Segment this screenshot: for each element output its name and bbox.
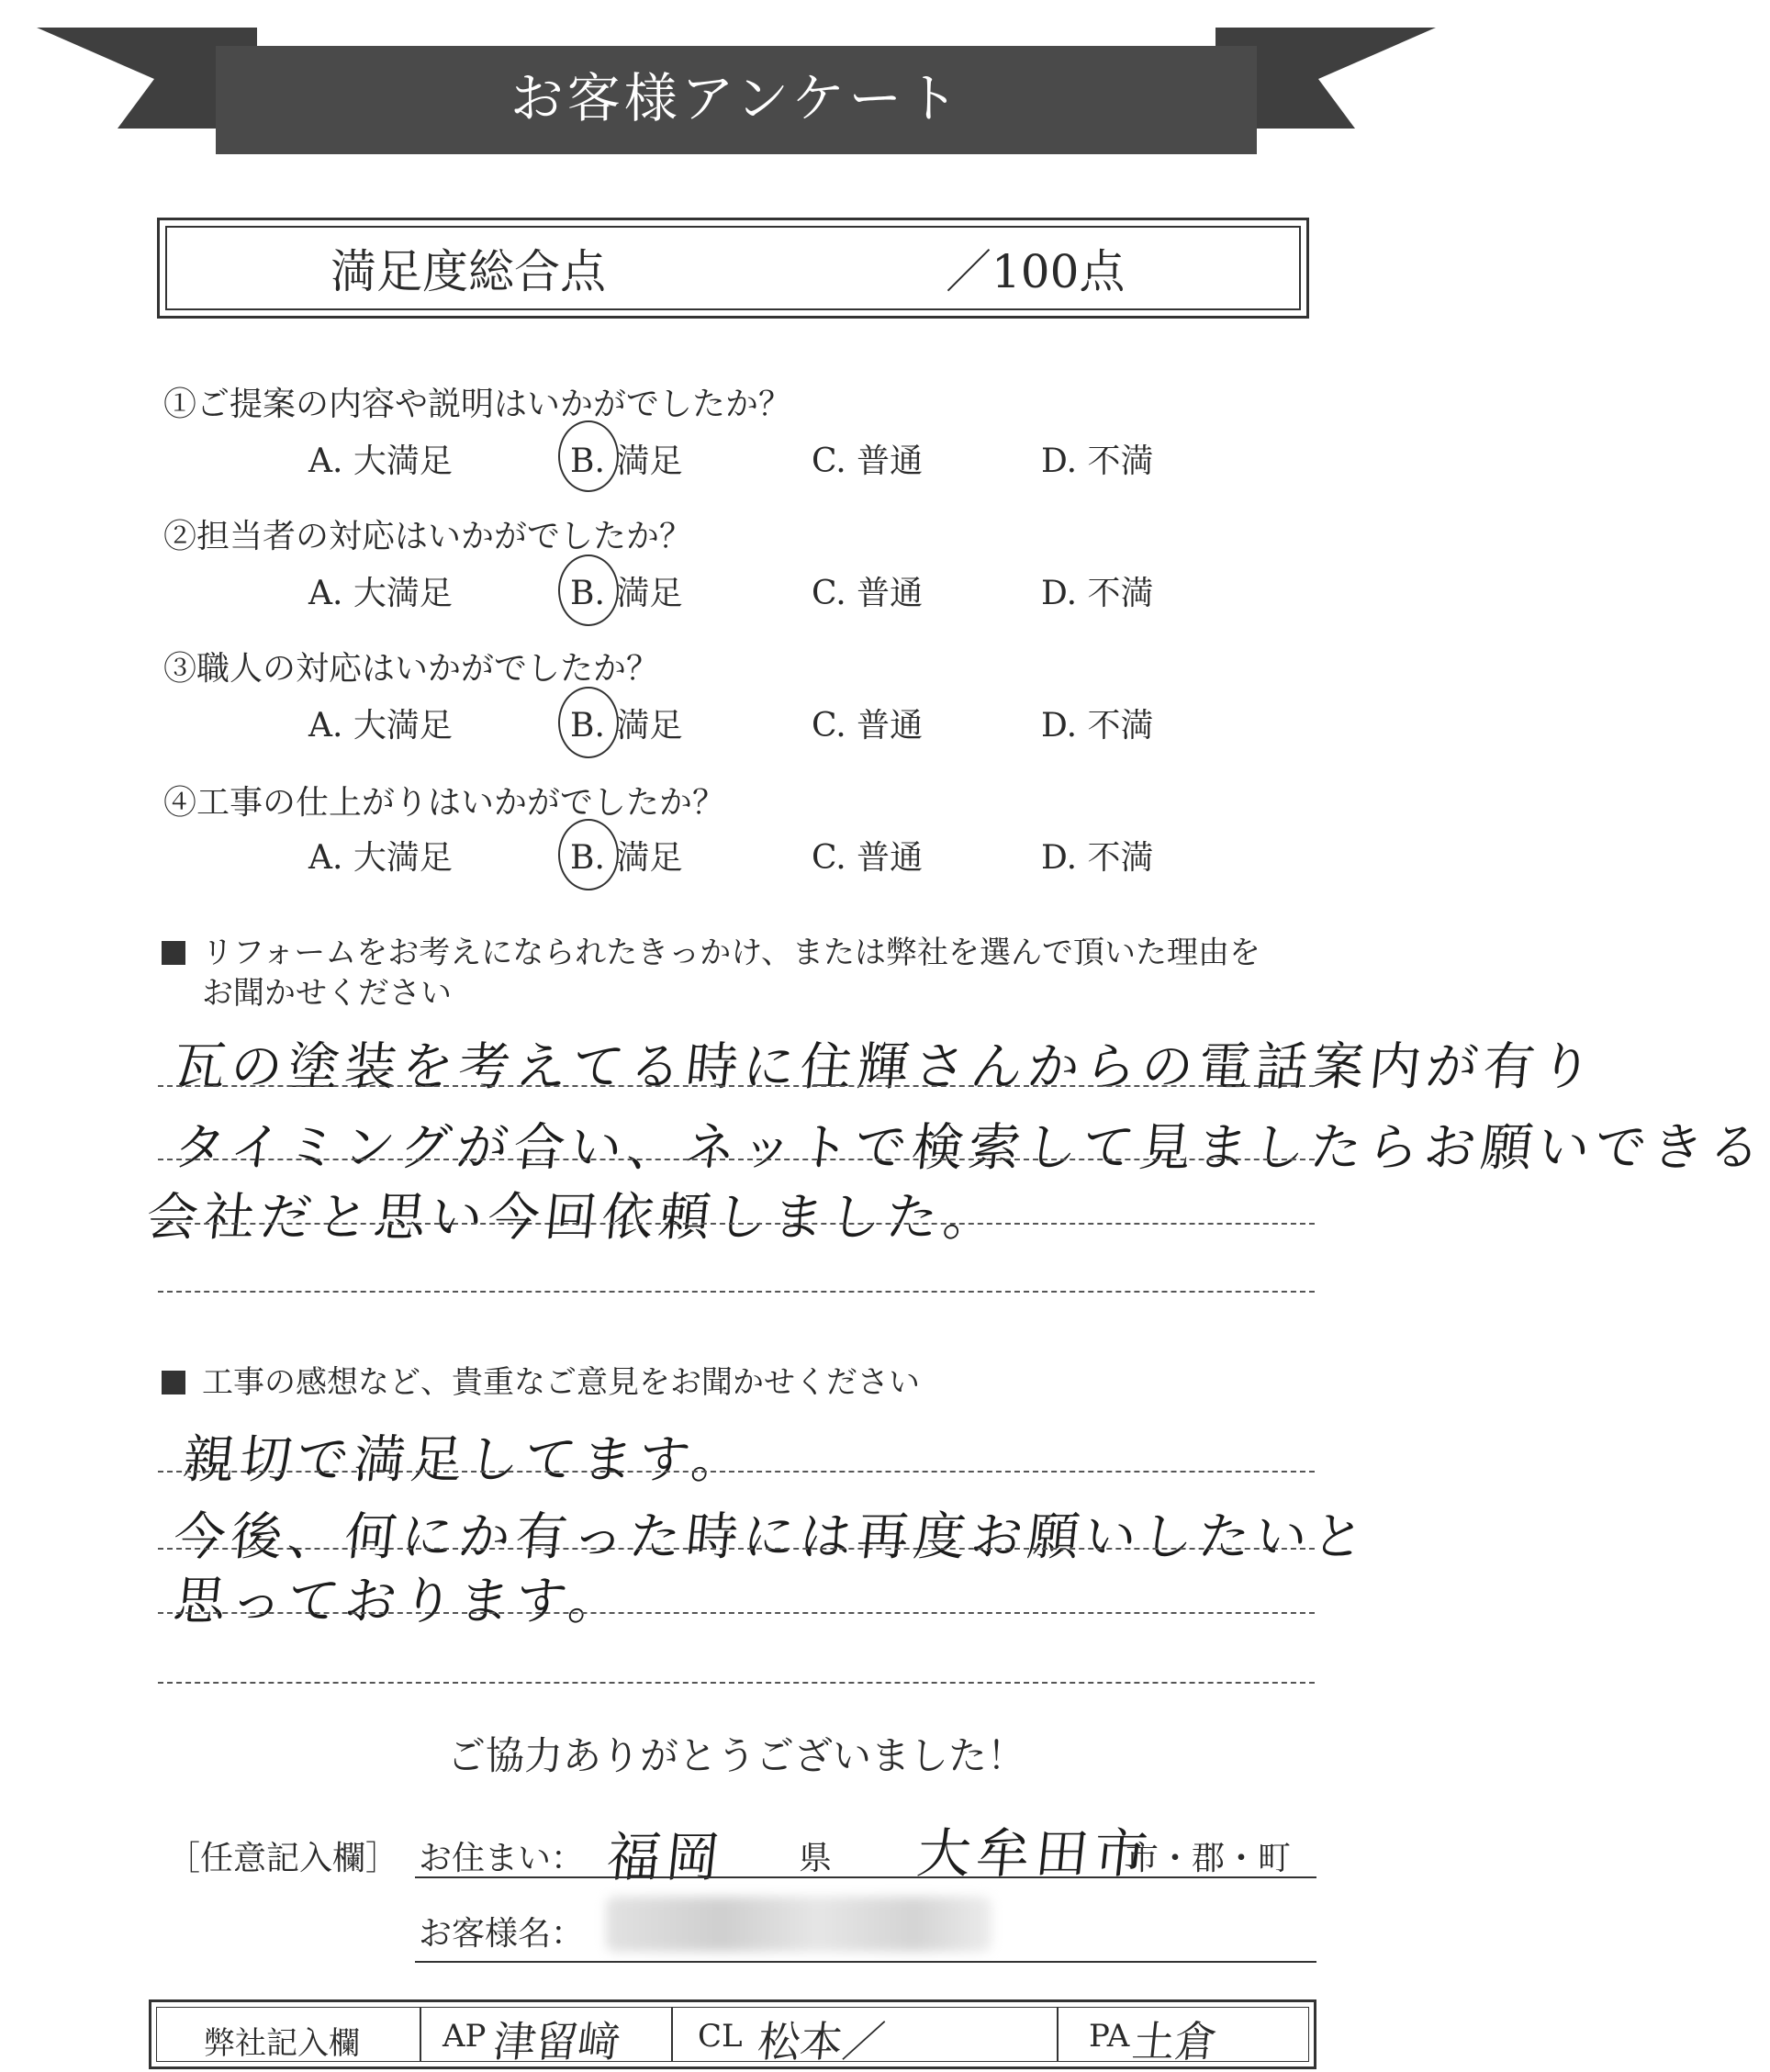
q1-selected-circle bbox=[558, 420, 619, 492]
name-underline bbox=[415, 1961, 1316, 1963]
q1-choice-d[interactable]: D. 不満 bbox=[1041, 442, 1154, 480]
reason-answer-line-3: 会社だと思い今回依頼しました。 bbox=[143, 1188, 1003, 1248]
q4-choice-b[interactable]: B. 満足 bbox=[570, 839, 683, 877]
square-bullet-icon bbox=[162, 1371, 185, 1394]
q2-choice-a[interactable]: A. 大満足 bbox=[308, 575, 453, 612]
pa-value: 土倉 bbox=[1129, 2017, 1220, 2066]
pa-label: PA bbox=[1089, 2018, 1130, 2055]
impression-answer-line-1: 親切で満足してます。 bbox=[180, 1430, 752, 1490]
impression-writing-line-2 bbox=[158, 1548, 1315, 1550]
question-1-text: ①ご提案の内容や説明はいかがでしたか？ bbox=[163, 386, 792, 423]
reason-writing-line-4 bbox=[158, 1291, 1315, 1293]
survey-title: お客様アンケート bbox=[510, 67, 963, 129]
q2-choice-b[interactable]: B. 満足 bbox=[570, 575, 683, 612]
city-suffix: 市・郡・町 bbox=[1126, 1840, 1292, 1877]
city-value[interactable]: 大牟田市 bbox=[913, 1822, 1157, 1885]
score-label: 満足度総合点 bbox=[330, 245, 606, 298]
q2-choice-d[interactable]: D. 不満 bbox=[1041, 575, 1154, 612]
q2-choice-c[interactable]: C. 普通 bbox=[812, 575, 924, 612]
question-3-text: ③職人の対応はいかがでしたか？ bbox=[163, 650, 660, 688]
reason-answer-line-1: 瓦の塗装を考えてる時に住輝さんからの電話案内が有り bbox=[171, 1037, 1600, 1097]
prefecture-value[interactable]: 福岡 bbox=[603, 1826, 729, 1888]
impression-answer-line-3: 思っております。 bbox=[171, 1572, 629, 1631]
reason-answer-line-2: タイミングが合い、ネットで検索して見ましたらお願いできる bbox=[171, 1118, 1769, 1178]
impression-writing-line-4 bbox=[158, 1682, 1315, 1684]
q4-choice-d[interactable]: D. 不満 bbox=[1041, 839, 1154, 877]
q3-choice-d[interactable]: D. 不満 bbox=[1041, 707, 1154, 745]
redacted-customer-name bbox=[606, 1897, 991, 1952]
q3-choice-c[interactable]: C. 普通 bbox=[812, 707, 924, 745]
q4-selected-circle bbox=[558, 819, 619, 890]
q1-choice-c[interactable]: C. 普通 bbox=[812, 442, 924, 480]
address-underline bbox=[415, 1876, 1316, 1878]
customer-name-label: お客様名： bbox=[419, 1915, 585, 1953]
q1-choice-a[interactable]: A. 大満足 bbox=[308, 442, 453, 480]
prefecture-suffix: 県 bbox=[799, 1840, 833, 1877]
ap-value: 津留﨑 bbox=[490, 2017, 623, 2066]
reason-heading: リフォームをお考えになられたきっかけ、または弊社を選んで頂いた理由を お聞かせください bbox=[162, 933, 1260, 1014]
impression-answer-line-2: 今後、何にか有った時には再度お願いしたいと bbox=[171, 1507, 1372, 1567]
q3-choice-a[interactable]: A. 大満足 bbox=[308, 707, 453, 745]
q3-choice-b[interactable]: B. 満足 bbox=[570, 707, 683, 745]
cl-value: 松本／ bbox=[755, 2017, 888, 2066]
reason-writing-line-3 bbox=[158, 1223, 1315, 1225]
score-suffix: ／100点 bbox=[946, 245, 1126, 298]
reason-writing-line-1 bbox=[158, 1085, 1315, 1087]
q4-choice-a[interactable]: A. 大満足 bbox=[308, 839, 453, 877]
ap-label: AP bbox=[442, 2018, 487, 2055]
question-2-text: ②担当者の対応はいかがでしたか？ bbox=[163, 518, 693, 555]
optional-section-label: ［任意記入欄］ bbox=[167, 1840, 399, 1877]
q4-choice-c[interactable]: C. 普通 bbox=[812, 839, 924, 877]
address-label: お住まい： bbox=[419, 1840, 585, 1877]
question-4-text: ④工事の仕上がりはいかがでしたか？ bbox=[163, 784, 726, 822]
q2-selected-circle bbox=[558, 554, 619, 626]
q3-selected-circle bbox=[558, 687, 619, 758]
impression-writing-line-3 bbox=[158, 1612, 1315, 1614]
q1-choice-b[interactable]: B. 満足 bbox=[570, 442, 683, 480]
cl-label: CL bbox=[698, 2018, 743, 2055]
reason-writing-line-2 bbox=[158, 1159, 1315, 1160]
impression-writing-line-1 bbox=[158, 1471, 1315, 1473]
staff-use-label: 弊社記入欄 bbox=[204, 2025, 360, 2062]
thanks-message: ご協力ありがとうございました！ bbox=[446, 1733, 1025, 1778]
square-bullet-icon bbox=[162, 941, 185, 965]
impression-heading: 工事の感想など、貴重なご意見をお聞かせください bbox=[162, 1362, 920, 1403]
